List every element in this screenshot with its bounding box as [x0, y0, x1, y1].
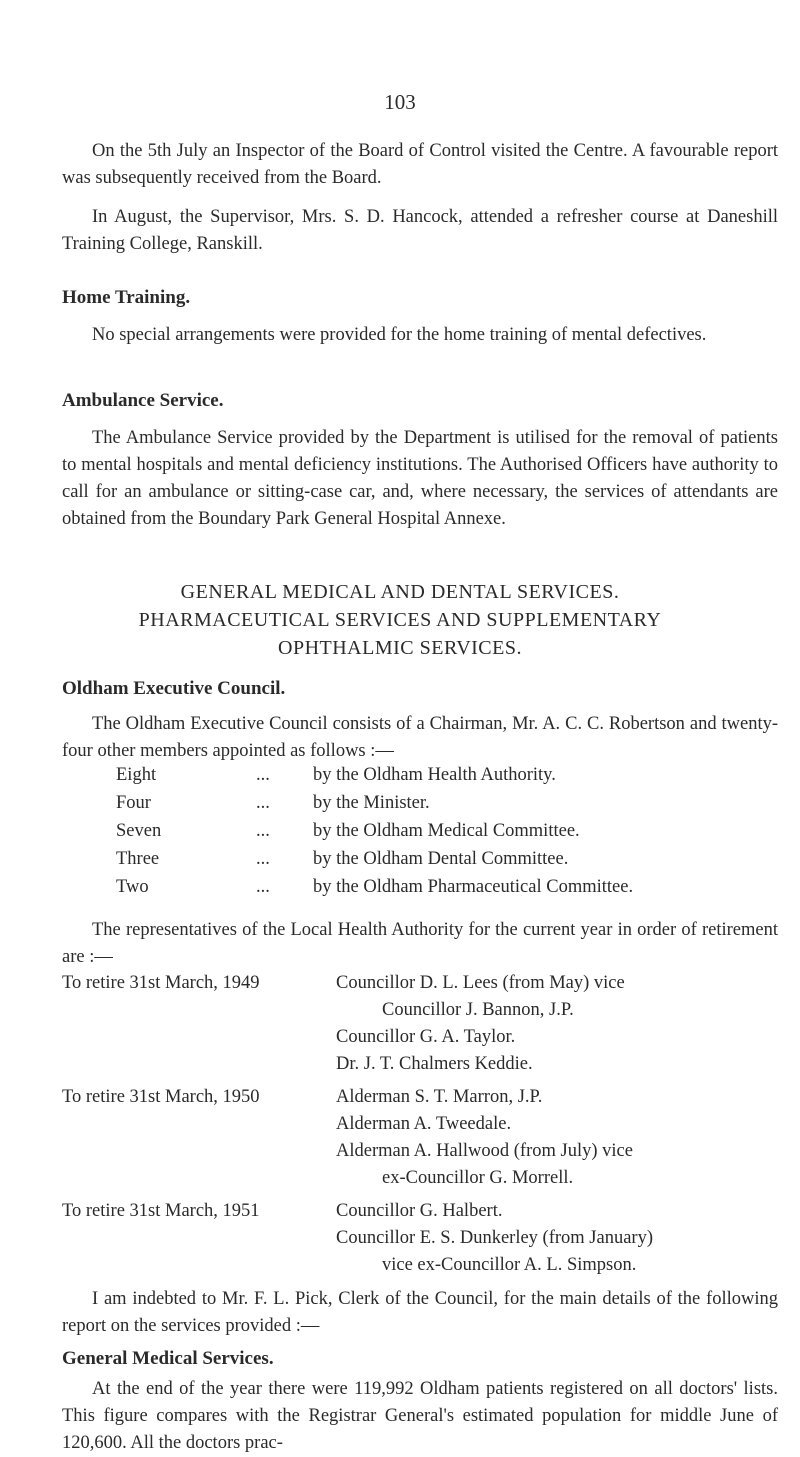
home-training-heading: Home Training. — [62, 287, 191, 308]
member-dots: ... — [256, 877, 270, 897]
main-heading-line-1: GENERAL MEDICAL AND DENTAL SERVICES. — [180, 581, 620, 603]
indebted-section — [62, 1286, 778, 1340]
intro-paragraph-1: On the 5th July an Inspector of the Board of Control visited the Centre. A favourable report was subsequently received from the Board. — [62, 141, 778, 188]
representatives-text: The representatives of the Local Health Authority for the current year in order of retirement are :— — [62, 920, 778, 967]
member-appointed-by: by the Oldham Health Authority. — [313, 765, 556, 785]
ambulance-text: The Ambulance Service provided by the Department is utilised for the removal of patients to mental hospitals and mental deficiency institutions. The Authorised Officers have authority to call for an ambulance or sitting-case car, and, where necessary, the services of attendants are obtained from the Boundary Park General Hospital Annexe. — [62, 428, 778, 529]
executive-council-section — [62, 675, 778, 765]
retiring-member: Councillor G. Halbert. — [336, 1201, 503, 1221]
member-dots: ... — [256, 821, 270, 841]
retiring-member: Alderman A. Hallwood (from July) vice — [336, 1141, 633, 1161]
member-dots: ... — [256, 793, 270, 813]
main-heading-line-2: PHARMACEUTICAL SERVICES AND SUPPLEMENTARY — [138, 609, 662, 631]
intro-paragraph-2: In August, the Supervisor, Mrs. S. D. Hancock, attended a refresher course at Daneshill Training College, Ranskill. — [62, 207, 778, 254]
page-number: 103 — [384, 90, 416, 114]
retiring-member: vice ex-Councillor A. L. Simpson. — [382, 1255, 637, 1275]
home-training-text: No special arrangements were provided for the home training of mental defectives. — [92, 325, 707, 345]
member-appointed-by: by the Oldham Dental Committee. — [313, 849, 569, 869]
general-medical-section — [62, 1345, 778, 1457]
retirement-members — [336, 1198, 776, 1279]
retiring-member: Alderman A. Tweedale. — [336, 1114, 512, 1134]
member-number: Eight — [116, 765, 157, 785]
general-medical-heading: General Medical Services. — [62, 1348, 274, 1369]
retiring-member: Dr. J. T. Chalmers Keddie. — [336, 1054, 533, 1074]
retirement-date: To retire 31st March, 1949 — [62, 973, 260, 993]
member-dots: ... — [256, 765, 270, 785]
retiring-member: Councillor G. A. Taylor. — [336, 1027, 516, 1047]
member-number: Seven — [116, 821, 162, 841]
intro-section — [62, 138, 778, 258]
representatives-section — [62, 917, 778, 971]
member-appointed-by: by the Oldham Medical Committee. — [313, 821, 580, 841]
ambulance-section — [62, 387, 778, 533]
executive-council-heading: Oldham Executive Council. — [62, 678, 286, 699]
member-appointed-by: by the Oldham Pharmaceutical Committee. — [313, 877, 634, 897]
main-heading — [0, 578, 800, 662]
retiring-member: Councillor E. S. Dunkerley (from January) — [336, 1228, 653, 1248]
retirement-members — [336, 970, 776, 1078]
member-appointed-by: by the Minister. — [313, 793, 430, 813]
general-medical-text: At the end of the year there were 119,992 Oldham patients registered on all doctors' lists. This figure compares with the Registrar General's estimated population for middle June of 120,600. All the doctors prac- — [62, 1379, 778, 1453]
member-number: Two — [116, 877, 149, 897]
member-dots: ... — [256, 849, 270, 869]
retiring-member: Alderman S. T. Marron, J.P. — [336, 1087, 543, 1107]
executive-council-text: The Oldham Executive Council consists of a Chairman, Mr. A. C. C. Robertson and twenty-four other members appointed as follows :— — [62, 714, 778, 761]
retirement-date: To retire 31st March, 1951 — [62, 1201, 260, 1221]
indebted-text: I am indebted to Mr. F. L. Pick, Clerk of the Council, for the main details of the following report on the services provided :— — [62, 1289, 778, 1336]
retiring-member: Councillor D. L. Lees (from May) vice — [336, 973, 625, 993]
ambulance-heading: Ambulance Service. — [62, 390, 224, 411]
retiring-member: ex-Councillor G. Morrell. — [382, 1168, 574, 1188]
retirement-date: To retire 31st March, 1950 — [62, 1087, 260, 1107]
member-number: Four — [116, 793, 151, 813]
retiring-member: Councillor J. Bannon, J.P. — [382, 1000, 574, 1020]
retirement-members — [336, 1084, 776, 1192]
home-training-section — [62, 284, 778, 349]
member-number: Three — [116, 849, 160, 869]
main-heading-line-3: OPHTHALMIC SERVICES. — [278, 637, 522, 659]
